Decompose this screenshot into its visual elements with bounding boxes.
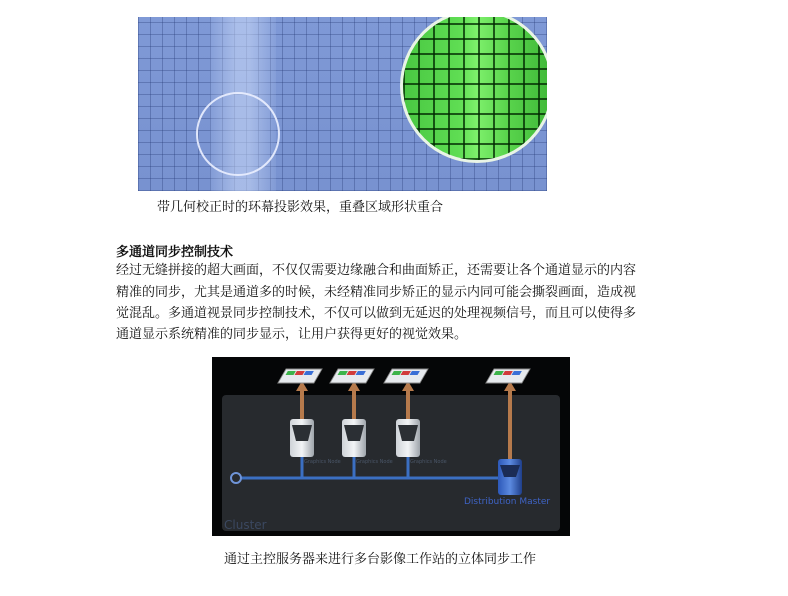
bus-start-node [231, 473, 241, 483]
overlap-circle-marker [196, 92, 280, 176]
workstation-label: Graphics Node [304, 459, 341, 465]
display-icons [278, 369, 530, 383]
paragraph-line: 精准的同步，尤其是通道多的时候，未经精准同步矫正的显示内同可能会撕裂画面，造成视 [116, 285, 637, 300]
distribution-master-label: Distribution Master [464, 497, 551, 507]
paragraph-line: 经过无缝拼接的超大画面，不仅仅需要边缘融合和曲面矫正，还需要让各个通道显示的内容 [116, 263, 637, 278]
workstation-label: Graphics Node [410, 459, 447, 465]
distribution-master-server [498, 459, 522, 495]
workstation-label: Graphics Node [356, 459, 393, 465]
cluster-label: Cluster [224, 518, 267, 532]
section-heading: 多通道同步控制技术 [116, 245, 234, 260]
paragraph-line: 通道显示系统精准的同步显示，让用户获得更好的视觉效果。 [116, 327, 468, 342]
cluster-diagram-graphics [212, 357, 570, 536]
cluster-sync-diagram [212, 357, 570, 536]
projection-correction-image [138, 17, 547, 191]
figure1-caption: 带几何校正时的环幕投影效果，重叠区域形状重合 [157, 200, 444, 215]
paragraph-line: 觉混乱。多通道视景同步控制技术，不仅可以做到无延迟的处理视频信号，而且可以使得多 [116, 306, 637, 321]
figure2-caption: 通过主控服务器来进行多台影像工作站的立体同步工作 [224, 552, 537, 567]
magnified-overlap-circle [400, 17, 547, 163]
workstation-towers [290, 419, 420, 457]
